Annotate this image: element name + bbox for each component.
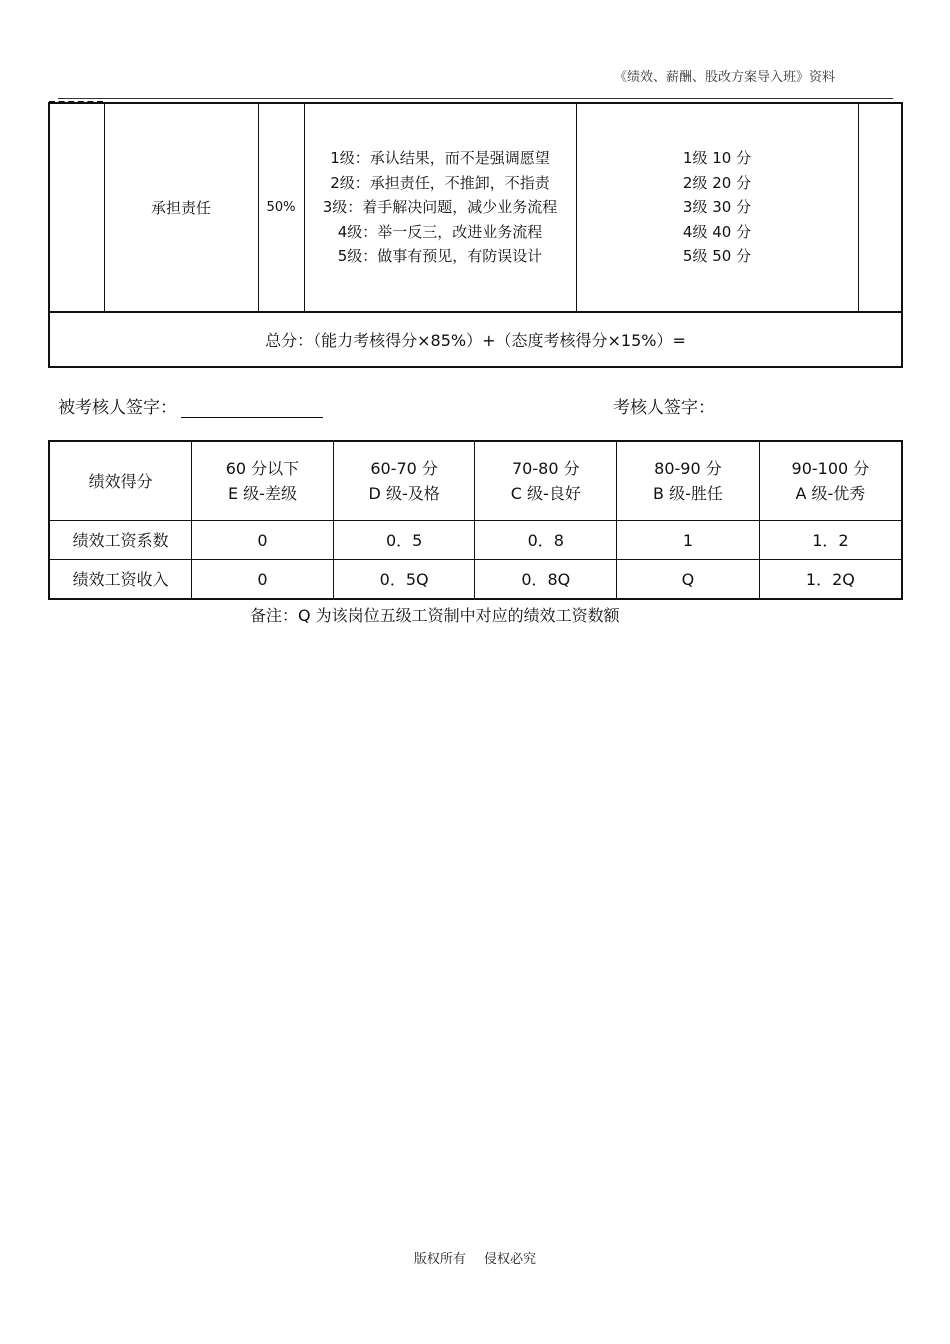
level-description: 2级：承担责任，不推卸，不指责 — [330, 173, 550, 192]
row-header: 绩效得分 — [49, 441, 192, 521]
level-description: 4级：举一反三，改进业务流程 — [337, 222, 543, 241]
blank-cell — [49, 103, 104, 312]
grade-range: 70-80 分 — [512, 459, 580, 478]
document-header-title: 《绩效、薪酬、股改方案导入班》资料 — [613, 70, 835, 85]
grade-header-cell — [759, 441, 902, 521]
table-cell: 0．8 — [475, 521, 617, 560]
level-score: 1级 10 分 — [682, 149, 752, 168]
level-score: 3级 30 分 — [682, 198, 752, 217]
level-score: 2级 20 分 — [682, 173, 752, 192]
row-label: 绩效工资系数 — [49, 521, 192, 560]
assessment-item: 承担责任 — [104, 103, 258, 312]
level-score: 4级 40 分 — [682, 222, 752, 241]
table-note: 备注：Q 为该岗位五级工资制中对应的绩效工资数额 — [250, 606, 620, 625]
grade-header-cell — [333, 441, 475, 521]
table-cell: 1．2 — [759, 521, 902, 560]
grade-header-cell — [192, 441, 334, 521]
level-descriptions — [304, 103, 576, 312]
assessment-row — [49, 103, 902, 312]
grade-level: D 级-及格 — [368, 484, 440, 503]
level-scores — [576, 103, 858, 312]
table-cell: 1 — [617, 521, 760, 560]
table-cell: Q — [617, 560, 760, 600]
grade-range: 80-90 分 — [654, 459, 722, 478]
level-description: 1级：承认结果，而不是强调愿望 — [330, 149, 550, 168]
grade-table — [48, 440, 903, 600]
grade-range: 90-100 分 — [791, 459, 870, 478]
grade-header-row — [49, 441, 902, 521]
assessment-table — [48, 102, 903, 368]
table-cell: 0．5Q — [333, 560, 475, 600]
table-cell: 0 — [192, 521, 334, 560]
assessee-signature — [58, 393, 323, 418]
grade-range: 60 分以下 — [225, 459, 300, 478]
row-label: 绩效工资收入 — [49, 560, 192, 600]
assessor-signature-label: 考核人签字： — [613, 398, 715, 418]
table-cell: 0．8Q — [475, 560, 617, 600]
table-cell: 1．2Q — [759, 560, 902, 600]
table-cell: 0．5 — [333, 521, 475, 560]
grade-level: C 级-良好 — [510, 484, 581, 503]
level-description: 5级：做事有预见，有防误设计 — [337, 247, 543, 266]
header-rule — [58, 98, 893, 99]
level-description: 3级：着手解决问题，减少业务流程 — [322, 198, 558, 217]
grade-level: A 级-优秀 — [795, 484, 866, 503]
table-cell: 0 — [192, 560, 334, 600]
grade-header-cell — [617, 441, 760, 521]
total-formula: 总分：（能力考核得分×85%）+（态度考核得分×15%）= — [49, 312, 902, 367]
assessee-signature-label: 被考核人签字： — [58, 398, 177, 418]
total-row — [49, 312, 902, 367]
copyright-footer: 版权所有 侵权必究 — [413, 1252, 537, 1267]
assessor-signature — [613, 393, 715, 418]
table-row — [49, 560, 902, 600]
grade-level: B 级-胜任 — [653, 484, 723, 503]
grade-level: E 级-差级 — [227, 484, 297, 503]
blank-cell — [858, 103, 902, 312]
assessee-signature-line[interactable] — [181, 401, 323, 418]
grade-header-cell — [475, 441, 617, 521]
assessment-weight: 50% — [258, 103, 304, 312]
grade-range: 60-70 分 — [370, 459, 438, 478]
level-score: 5级 50 分 — [682, 247, 752, 266]
table-row — [49, 521, 902, 560]
